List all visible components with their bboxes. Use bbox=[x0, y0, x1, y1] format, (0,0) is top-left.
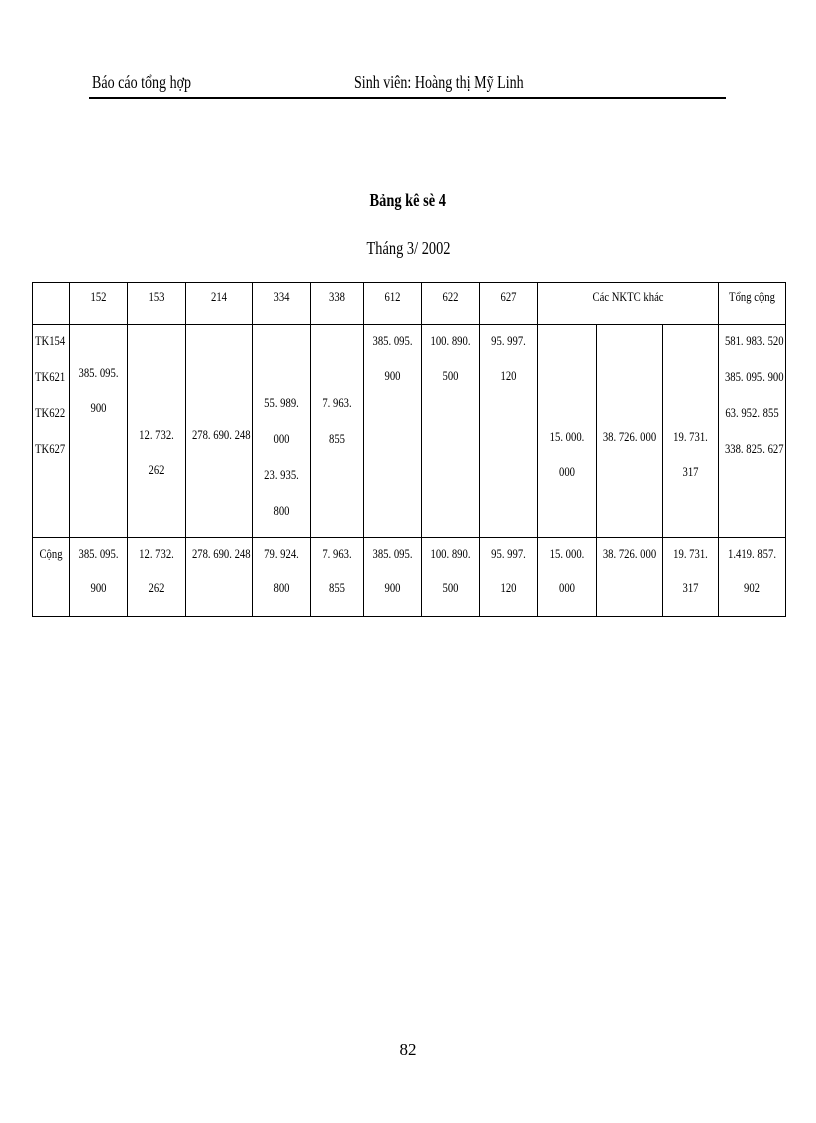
total-line: 385. 095. 900 bbox=[724, 369, 784, 384]
header-label: 153 bbox=[148, 289, 165, 304]
value-line: 000 bbox=[273, 431, 290, 446]
value-line: 262 bbox=[148, 462, 165, 477]
page-title-text: Bảng kê sè 4 bbox=[369, 190, 447, 210]
page-subtitle-text: Tháng 3/ 2002 bbox=[366, 238, 450, 258]
header-label: 338 bbox=[329, 289, 345, 304]
value-cell bbox=[663, 325, 719, 538]
header-label: Các NKTC khác bbox=[592, 289, 664, 304]
page-subtitle bbox=[0, 238, 816, 259]
table-row-accounts bbox=[33, 325, 786, 538]
value-line: 855 bbox=[329, 431, 345, 446]
sum-line: 120 bbox=[500, 580, 517, 595]
sum-cell bbox=[253, 538, 311, 617]
header-label: 334 bbox=[273, 289, 290, 304]
sum-line: 900 bbox=[384, 580, 401, 595]
sum-cell bbox=[422, 538, 480, 617]
sum-line: 385. 095. bbox=[372, 546, 413, 561]
sum-line: 100. 890. bbox=[430, 546, 471, 561]
sum-line: 317 bbox=[682, 580, 699, 595]
sum-line: 000 bbox=[559, 580, 575, 595]
value-line: 900 bbox=[90, 400, 107, 415]
sum-cell bbox=[597, 538, 663, 617]
value-line: 55. 989. bbox=[264, 395, 299, 410]
sum-label-cell bbox=[33, 538, 70, 617]
value-line: 385. 095. bbox=[78, 365, 119, 380]
grand-total-cell bbox=[719, 538, 786, 617]
value-cell bbox=[422, 325, 480, 538]
value-line: 000 bbox=[559, 464, 575, 479]
sum-cell bbox=[364, 538, 422, 617]
header-label: 622 bbox=[442, 289, 459, 304]
value-line: 23. 935. bbox=[264, 467, 299, 482]
account-code: TK627 bbox=[35, 441, 66, 456]
value-cell bbox=[311, 325, 364, 538]
table-header-row bbox=[33, 283, 786, 325]
sum-line: 385. 095. bbox=[78, 546, 119, 561]
header-divider bbox=[89, 97, 726, 99]
sum-cell bbox=[480, 538, 538, 617]
account-codes-cell bbox=[33, 325, 70, 538]
header-report-title: Báo cáo tổng hợp bbox=[92, 72, 192, 92]
table-row-sum bbox=[33, 538, 786, 617]
sum-label: Cộng bbox=[39, 546, 63, 561]
header-cell-blank bbox=[33, 283, 70, 325]
value-cell bbox=[538, 325, 597, 538]
sum-line: 38. 726. 000 bbox=[602, 546, 657, 561]
header-cell bbox=[422, 283, 480, 325]
total-line: 63. 952. 855 bbox=[725, 405, 779, 420]
sum-cell bbox=[538, 538, 597, 617]
sum-line: 500 bbox=[442, 580, 459, 595]
sum-line: 278. 690. 248 bbox=[191, 546, 251, 561]
page-title bbox=[0, 190, 816, 211]
sum-cell bbox=[70, 538, 128, 617]
header-label: Tổng cộng bbox=[729, 289, 775, 304]
grand-total-line: 902 bbox=[744, 580, 761, 595]
sum-line: 262 bbox=[148, 580, 165, 595]
value-line: 900 bbox=[384, 368, 401, 383]
sum-line: 12. 732. bbox=[139, 546, 174, 561]
header-cell bbox=[186, 283, 253, 325]
value-line: 100. 890. bbox=[430, 333, 471, 348]
header-cell bbox=[311, 283, 364, 325]
sum-line: 79. 924. bbox=[264, 546, 299, 561]
value-line: 15. 000. bbox=[549, 429, 585, 444]
header-label: 627 bbox=[500, 289, 517, 304]
page-number: 82 bbox=[399, 1040, 417, 1059]
value-line: 7. 963. bbox=[322, 395, 352, 410]
sum-cell bbox=[128, 538, 186, 617]
header-label: 612 bbox=[384, 289, 401, 304]
value-line: 12. 732. bbox=[139, 427, 174, 442]
value-line: 95. 997. bbox=[491, 333, 526, 348]
grand-total-line: 1.419. 857. bbox=[728, 546, 777, 561]
sum-line: 7. 963. bbox=[322, 546, 352, 561]
sum-cell bbox=[311, 538, 364, 617]
value-line: 800 bbox=[273, 503, 290, 518]
total-line: 581. 983. 520 bbox=[724, 333, 784, 348]
value-line: 500 bbox=[442, 368, 459, 383]
value-line: 317 bbox=[682, 464, 699, 479]
value-line: 120 bbox=[500, 368, 517, 383]
value-line: 278. 690. 248 bbox=[191, 427, 251, 442]
value-cell bbox=[364, 325, 422, 538]
value-line: 19. 731. bbox=[673, 429, 708, 444]
header-label: 214 bbox=[211, 289, 227, 304]
sum-line: 800 bbox=[273, 580, 290, 595]
sum-line: 19. 731. bbox=[673, 546, 708, 561]
header-cell bbox=[364, 283, 422, 325]
account-code: TK622 bbox=[35, 405, 66, 420]
header-cell bbox=[128, 283, 186, 325]
value-line: 385. 095. bbox=[372, 333, 413, 348]
sum-line: 95. 997. bbox=[491, 546, 526, 561]
header-student-name: Sinh viên: Hoàng thị Mỹ Linh bbox=[354, 72, 524, 92]
account-code: TK154 bbox=[35, 333, 66, 348]
sum-cell bbox=[186, 538, 253, 617]
ledger-table bbox=[32, 282, 786, 617]
value-line: 38. 726. 000 bbox=[602, 429, 657, 444]
account-code: TK621 bbox=[35, 369, 66, 384]
value-cell bbox=[128, 325, 186, 538]
value-cell bbox=[70, 325, 128, 538]
value-cell bbox=[253, 325, 311, 538]
header-cell-total bbox=[719, 283, 786, 325]
sum-line: 900 bbox=[90, 580, 107, 595]
value-cell bbox=[480, 325, 538, 538]
value-cell bbox=[186, 325, 253, 538]
header-cell bbox=[253, 283, 311, 325]
sum-cell bbox=[663, 538, 719, 617]
sum-line: 15. 000. bbox=[549, 546, 585, 561]
header-cell bbox=[480, 283, 538, 325]
header-cell bbox=[70, 283, 128, 325]
total-line: 338. 825. 627 bbox=[724, 441, 784, 456]
header-label: 152 bbox=[90, 289, 107, 304]
total-cell bbox=[719, 325, 786, 538]
header-cell-other-journals bbox=[538, 283, 719, 325]
sum-line: 855 bbox=[329, 580, 345, 595]
value-cell bbox=[597, 325, 663, 538]
